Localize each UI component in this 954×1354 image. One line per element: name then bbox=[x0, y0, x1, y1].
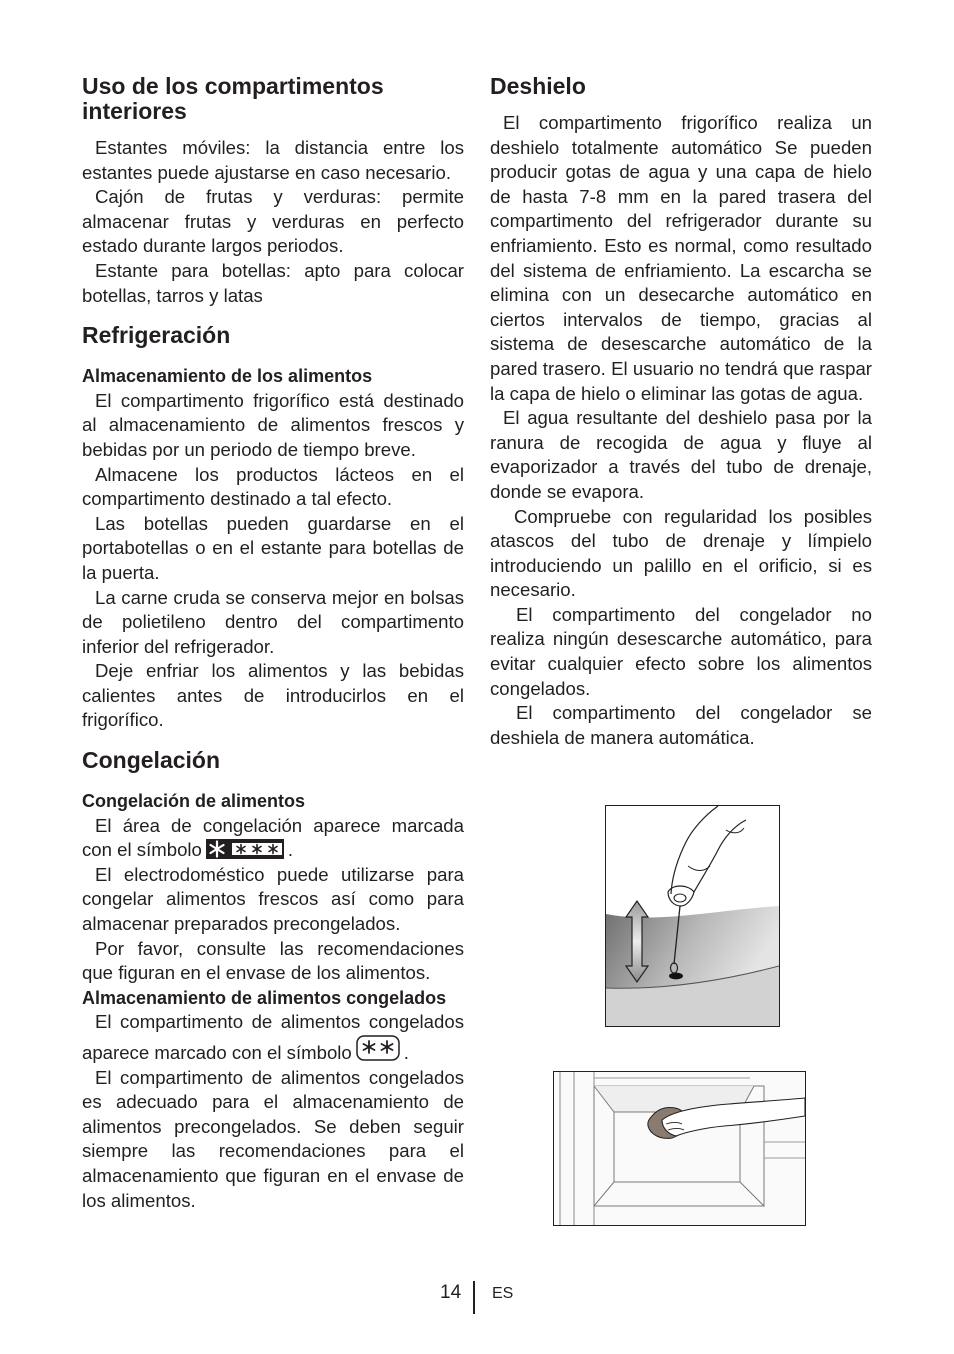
paragraph bbox=[82, 814, 464, 863]
section-title-deshielo: Deshielo bbox=[490, 73, 586, 99]
paragraph: Estantes móviles: la distancia entre los estantes puede ajustarse en caso necesario. bbox=[82, 137, 464, 183]
four-star-freezer-icon bbox=[206, 839, 284, 859]
paragraph: El compartimento de alimentos congelados es adecuado para el almacenamiento de alimentos precongelados. Se deben seguir siempre las recomendaciones para el almacenamiento que figuran en el envase de los alimentos. bbox=[82, 1066, 464, 1211]
freezer-cleaning-drawing bbox=[554, 1072, 805, 1225]
text: . bbox=[403, 1042, 409, 1063]
paragraph: El agua resultante del deshielo pasa por la ranura de recogida de agua y fluye al evaporizador a través del tubo de drenaje, donde se evapora. bbox=[490, 407, 872, 502]
paragraph: Cajón de frutas y verduras: permite almacenar frutas y verduras en perfecto estado durante largos periodos. bbox=[82, 186, 464, 257]
paragraph: Almacene los productos lácteos en el compartimento destinado a tal efecto. bbox=[82, 463, 464, 510]
paragraph: Por favor, consulte las recomendaciones que figuran en el envase de los alimentos. bbox=[82, 937, 464, 984]
paragraph: El compartimento frigorífico realiza un deshielo totalmente automático Se pueden producir gotas de agua y una capa de hielo de hasta 7-8 mm en la pared trasera del compartimento del refrigerador durante su enfriamiento. Esto es normal, como resultado del sistema de enfriamiento. La escarcha se elimina con un desecarche automático en ciertos intervalos de tiempo, gracias al sistema de desescarche automático de la pared trasero. El usuario no tendrá que raspar la capa de hielo o eliminar las gotas de agua. bbox=[490, 112, 872, 404]
section-title-uso: Uso de los compartimentos interiores bbox=[82, 73, 384, 124]
text: El compartimento de alimentos congelados aparece marcado con el símbolo bbox=[82, 1011, 464, 1063]
paragraph: Estante para botellas: apto para colocar botellas, tarros y latas bbox=[82, 259, 464, 306]
two-star-freezer-icon bbox=[356, 1035, 400, 1061]
paragraph: Deje enfriar los alimentos y las bebidas calientes antes de introducirlos en el frigorífico. bbox=[82, 660, 464, 731]
subsection-title: Almacenamiento de los alimentos bbox=[82, 366, 373, 387]
left-column bbox=[82, 74, 464, 1213]
page-number: 14 bbox=[440, 1282, 462, 1303]
subsection-title: Almacenamiento de alimentos congelados bbox=[82, 987, 447, 1008]
right-column bbox=[490, 74, 872, 750]
section-title-congelacion: Congelación bbox=[82, 747, 221, 774]
paragraph: El electrodoméstico puede utilizarse para congelar alimentos frescos así como para almacenar preparados precongelados. bbox=[82, 863, 464, 935]
drain-cleaning-drawing bbox=[606, 806, 779, 1026]
subsection-title: Congelación de alimentos bbox=[82, 791, 306, 812]
freezer-cleaning-illustration bbox=[553, 1071, 806, 1226]
footer-divider bbox=[473, 1281, 475, 1314]
text: El área de congelación aparece marcada con el símbolo bbox=[82, 814, 464, 861]
paragraph: La carne cruda se conserva mejor en bolsas de polietileno dentro del compartimento inferior del refrigerador. bbox=[82, 586, 464, 657]
paragraph: Las botellas pueden guardarse en el portabotellas o en el estante para botellas de la puerta. bbox=[82, 512, 464, 583]
paragraph bbox=[82, 1010, 464, 1065]
section-title-refrigeracion: Refrigeración bbox=[82, 322, 231, 349]
paragraph: Compruebe con regularidad los posibles atascos del tubo de drenaje y límpielo introduciendo un palillo en el orificio, si es necesario. bbox=[490, 505, 872, 601]
text: . bbox=[287, 839, 294, 861]
language-code: ES bbox=[492, 1285, 514, 1302]
paragraph: El compartimento del congelador se deshiela de manera automática. bbox=[490, 702, 872, 748]
drain-cleaning-illustration bbox=[605, 805, 780, 1027]
paragraph: El compartimento frigorífico está destinado al almacenamiento de alimentos frescos y bebidas por un periodo de tiempo breve. bbox=[82, 389, 464, 460]
paragraph: El compartimento del congelador no realiza ningún desescarche automático, para evitar cualquier efecto sobre los alimentos congelados. bbox=[490, 603, 872, 699]
